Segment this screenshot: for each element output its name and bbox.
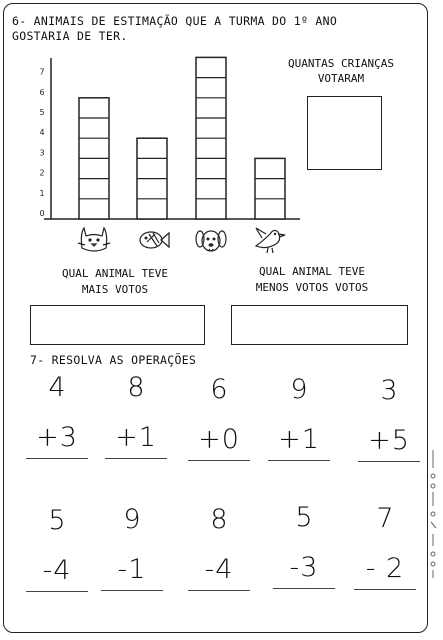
operation-7 (99, 504, 165, 604)
dog-icon (196, 231, 226, 251)
total-votes-answer-box[interactable] (307, 96, 382, 170)
most-votes-answer-box[interactable] (30, 305, 205, 345)
least-votes-question (226, 264, 398, 296)
y-tick-label: 7 (39, 67, 45, 77)
operation-top-number: 8 (210, 504, 228, 535)
operation-top-number: 9 (123, 504, 141, 535)
most-votes-line2: MAIS VOTOS (81, 283, 149, 296)
y-tick-label: 5 (39, 108, 45, 117)
y-tick-label: 6 (39, 87, 45, 97)
operation-bottom-number: +0 (198, 424, 240, 455)
question-6-line1: 6- ANIMAIS DE ESTIMAÇÃO QUE A TURMA DO 1º ANO (12, 14, 338, 28)
operation-top-number: 5 (48, 505, 66, 536)
answer-line[interactable] (273, 588, 335, 589)
answer-line[interactable] (268, 460, 330, 461)
operation-bottom-number: +1 (278, 424, 320, 455)
operation-9 (271, 502, 337, 602)
least-votes-line2: MENOS VOTOS VOTOS (255, 281, 369, 294)
question-7-title: 7- RESOLVA AS OPERAÇÕES (30, 353, 197, 367)
operation-bottom-number: -1 (117, 554, 147, 585)
operation-5 (356, 375, 422, 475)
votes-question (282, 56, 400, 86)
cat-icon (78, 228, 110, 251)
operation-bottom-number: +5 (368, 425, 410, 456)
y-tick-label: 4 (39, 128, 45, 138)
operation-8 (186, 504, 252, 604)
operation-top-number: 6 (210, 374, 228, 405)
operation-bottom-number: -4 (42, 555, 72, 586)
operation-bottom-number: -3 (289, 552, 319, 583)
y-tick-label: 1 (39, 188, 45, 198)
operation-2 (103, 372, 169, 472)
answer-line[interactable] (354, 589, 416, 590)
answer-line[interactable] (101, 590, 163, 591)
least-votes-answer-box[interactable] (231, 305, 408, 345)
operation-top-number: 8 (127, 372, 145, 403)
operation-3 (186, 374, 252, 474)
answer-line[interactable] (26, 591, 88, 592)
votes-question-line2: VOTARAM (317, 72, 365, 85)
votes-question-line1: QUANTAS CRIANÇAS (288, 57, 394, 70)
side-watermark-mark (429, 450, 439, 580)
operation-4 (266, 374, 332, 474)
bird-icon (256, 228, 285, 253)
answer-line[interactable] (188, 590, 250, 591)
y-tick-label: 3 (39, 148, 45, 158)
y-tick-label: 0 (39, 209, 45, 218)
operation-bottom-number: +1 (115, 422, 157, 453)
operation-bottom-number: -4 (204, 554, 234, 585)
operation-top-number: 9 (290, 374, 308, 405)
answer-line[interactable] (358, 461, 420, 462)
question-6-line2: GOSTARIA DE TER. (12, 29, 128, 43)
operation-top-number: 4 (48, 372, 66, 403)
answer-line[interactable] (105, 458, 167, 459)
fish-icon (140, 232, 169, 248)
answer-line[interactable] (188, 460, 250, 461)
operation-bottom-number: - 2 (365, 553, 405, 584)
operation-1 (24, 372, 90, 472)
operation-10 (352, 503, 418, 603)
operation-top-number: 3 (380, 375, 398, 406)
operation-bottom-number: +3 (36, 422, 78, 453)
least-votes-line1: QUAL ANIMAL TEVE (259, 265, 365, 278)
y-tick-label: 2 (39, 168, 45, 178)
most-votes-question (40, 266, 190, 298)
bar-4 (255, 158, 285, 219)
operation-top-number: 5 (295, 502, 313, 533)
operation-6 (24, 505, 90, 605)
most-votes-line1: QUAL ANIMAL TEVE (62, 267, 168, 280)
answer-line[interactable] (26, 458, 88, 459)
operation-top-number: 7 (376, 503, 394, 534)
